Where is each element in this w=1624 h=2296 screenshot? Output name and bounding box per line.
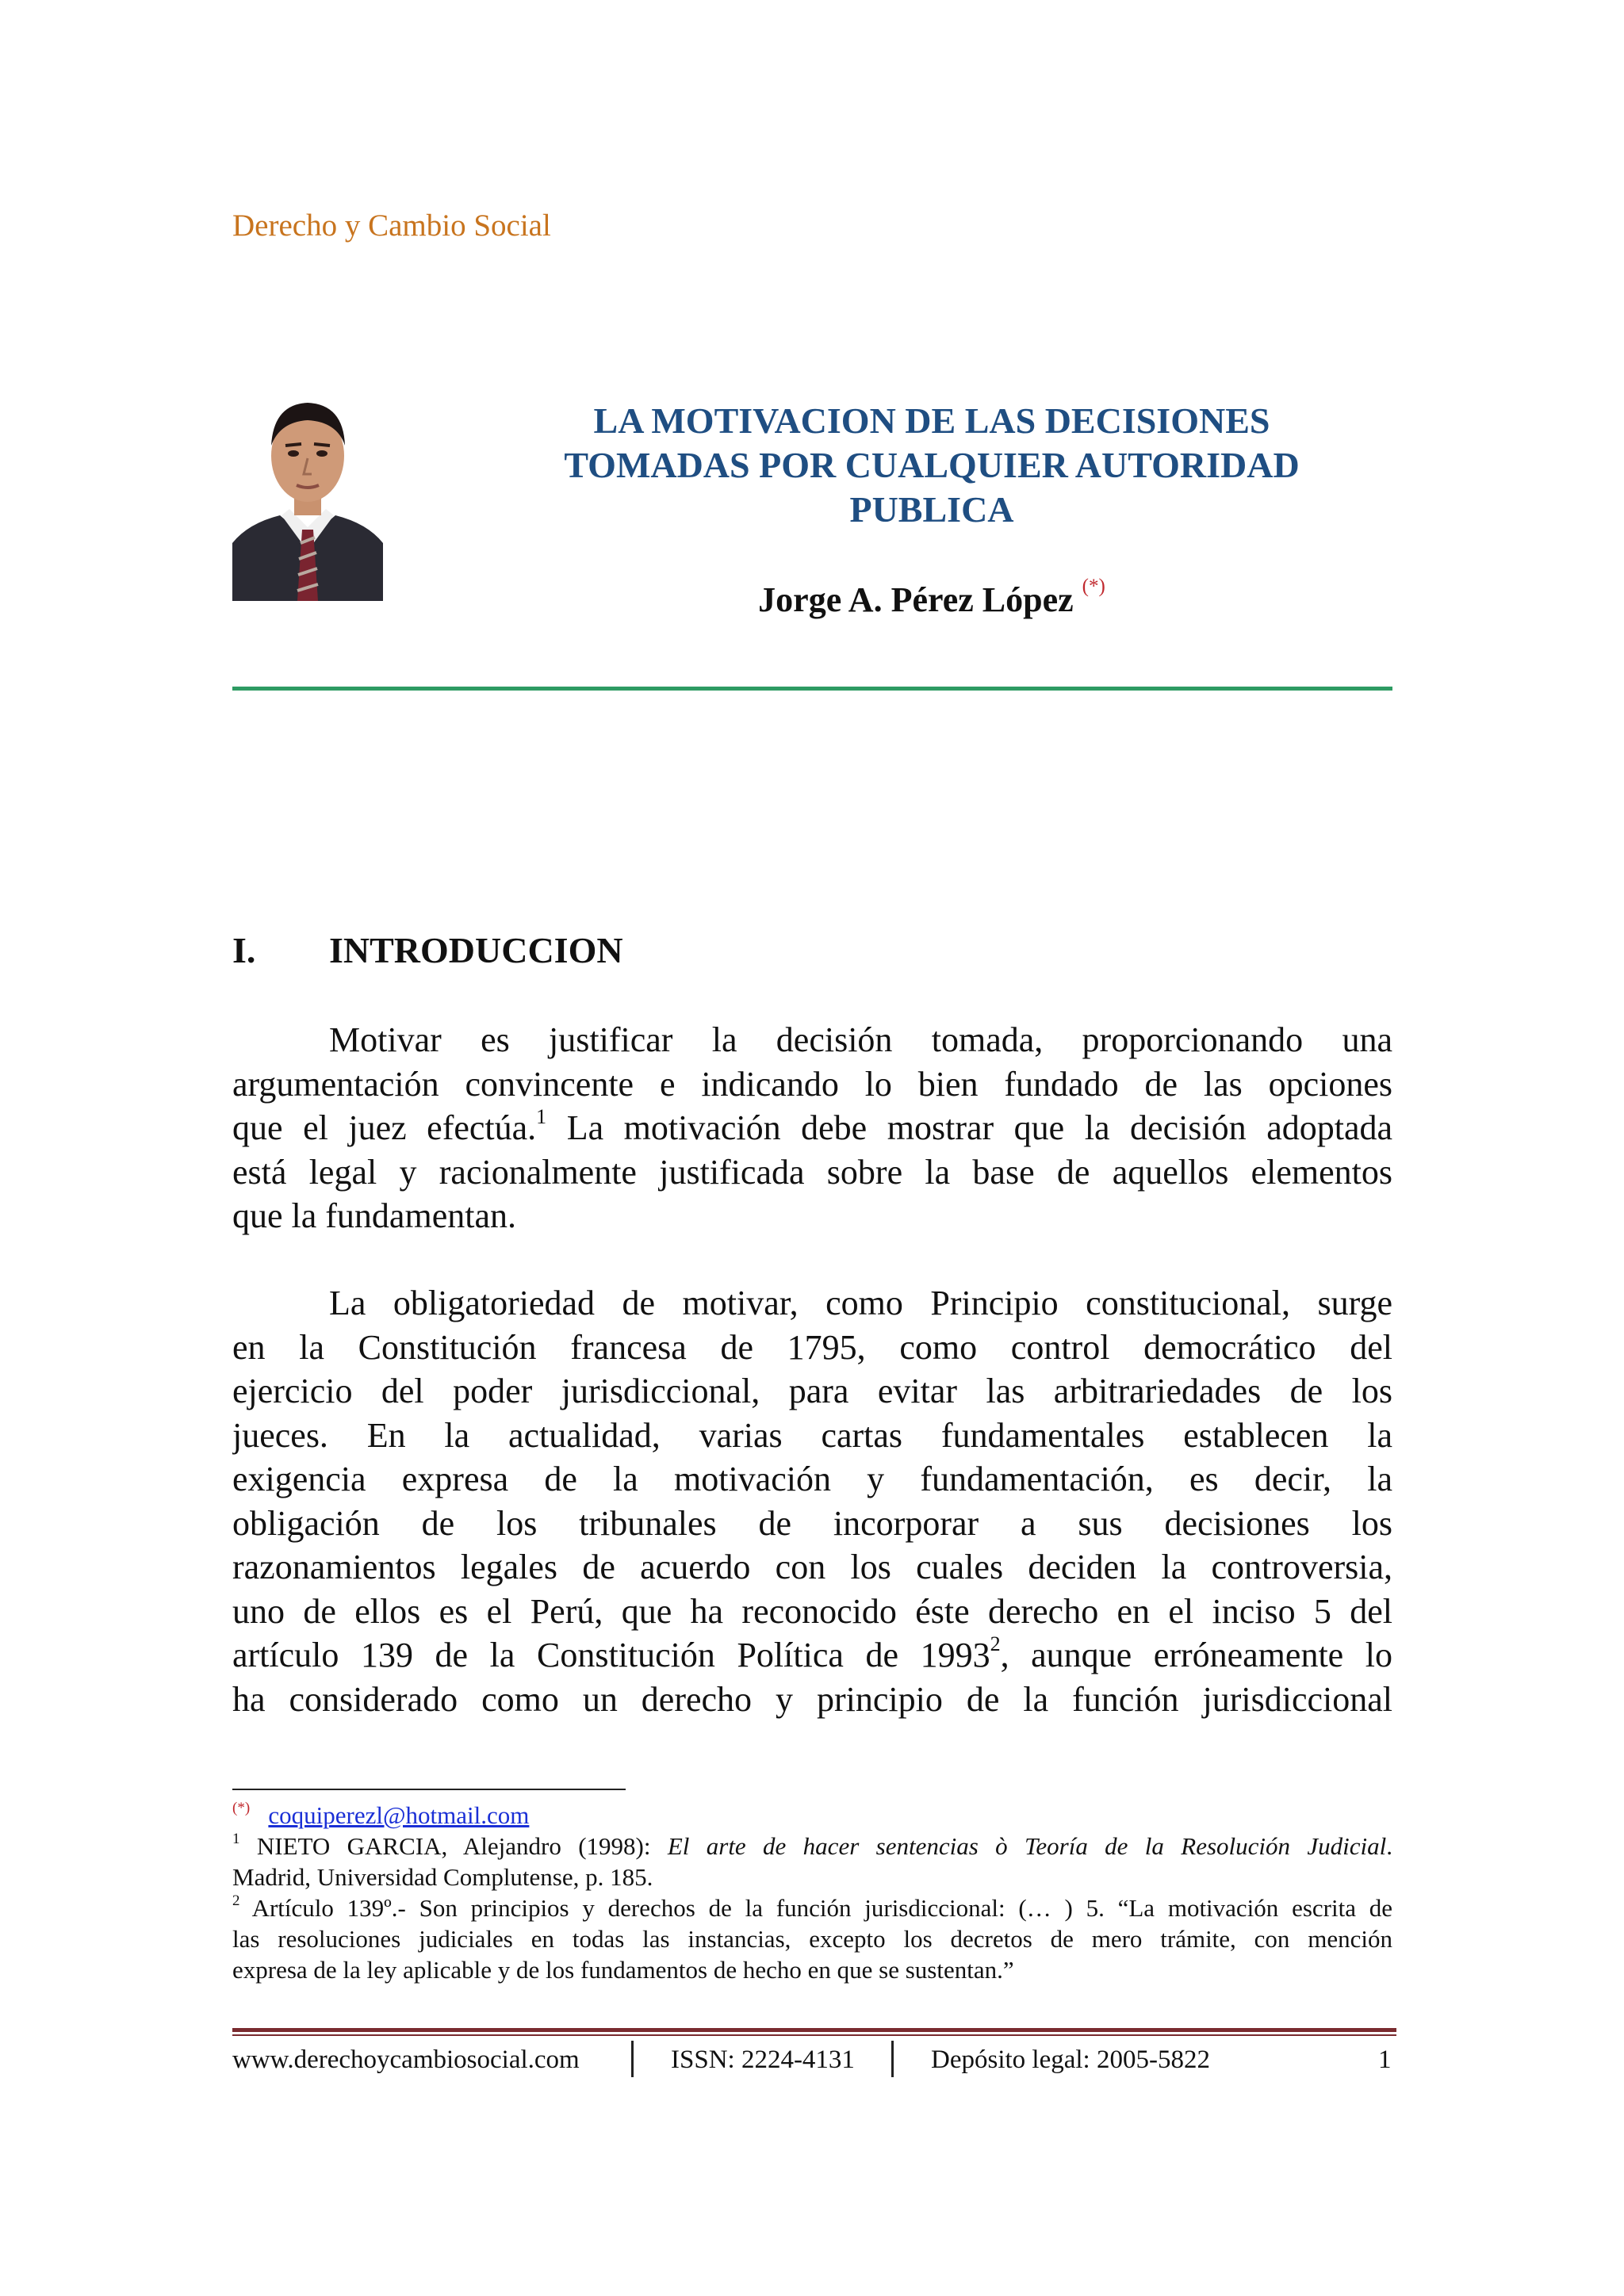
footnote-text: Artículo 139º.- Son principios y derechos de la función jurisdiccional: (… ) 5. “La motivación escrita de xyxy=(251,1894,1392,1922)
footnote-mark: (*) xyxy=(232,1800,251,1816)
text-line xyxy=(232,1106,1392,1150)
page-number: 1 xyxy=(1378,2045,1392,2074)
footer-separator xyxy=(631,2041,634,2077)
section-heading xyxy=(232,929,623,971)
author-email-link[interactable]: coquiperezl@hotmail.com xyxy=(268,1801,530,1829)
text-fragment: , aunque erróneamente lo xyxy=(1000,1636,1392,1674)
paragraph-2 xyxy=(232,1281,1392,1721)
section-title: INTRODUCCION xyxy=(329,930,623,970)
text-line: uno de ellos es el Perú, que ha reconocido éste derecho en el inciso 5 del xyxy=(232,1591,1392,1631)
footnote-text: . xyxy=(1386,1832,1392,1860)
footnote-separator xyxy=(232,1789,626,1790)
text-line: razonamientos legales de acuerdo con los cuales deciden la controversia, xyxy=(232,1548,1392,1586)
author-photo xyxy=(232,381,383,601)
footnotes xyxy=(232,1800,1392,1985)
footnote-ref-1: 1 xyxy=(536,1106,547,1128)
footnote-ref-2: 2 xyxy=(990,1633,1001,1655)
footnote-1-line xyxy=(232,1831,1392,1862)
text-line: ejercicio del poder jurisdiccional, para evitar las arbitrariedades de los xyxy=(232,1372,1392,1410)
text-line: que la fundamentan. xyxy=(232,1196,516,1235)
footer-rule xyxy=(232,2034,1396,2036)
journal-name: Derecho y Cambio Social xyxy=(232,209,551,243)
footer-issn: ISSN: 2224-4131 xyxy=(671,2045,855,2074)
footnote-book-title: El arte de hacer sentencias ò Teoría de la Resolución Judicial xyxy=(667,1832,1387,1860)
text-line: jueces. En la actualidad, varias cartas fundamentales establecen la xyxy=(232,1415,1392,1455)
section-number: I. xyxy=(232,930,256,970)
footnote-2-line xyxy=(232,1892,1392,1923)
text-line: obligación de los tribunales de incorporar a sus decisiones los xyxy=(232,1503,1392,1543)
text-line: está legal y racionalmente justificada sobre la base de aquellos elementos xyxy=(232,1152,1392,1192)
footer-rule xyxy=(232,2028,1396,2032)
text-line: Motivar es justificar la decisión tomada, proporcionando una xyxy=(329,1020,1392,1059)
author-line xyxy=(523,564,1340,622)
text-line: ha considerado como un derecho y principio de la función jurisdiccional xyxy=(232,1679,1392,1719)
text-line xyxy=(232,1633,1392,1678)
author-footnote-mark: (*) xyxy=(1082,576,1105,597)
footnote-2-line: las resoluciones judiciales en todas las instancias, excepto los decretos de mero trámite, con mención xyxy=(232,1925,1392,1953)
footnote-1-line: Madrid, Universidad Complutense, p. 185. xyxy=(232,1863,653,1891)
footnote-author xyxy=(232,1800,1392,1831)
text-fragment: que el juez efectúa. xyxy=(232,1108,537,1147)
text-line: La obligatoriedad de motivar, como Principio constitucional, surge xyxy=(329,1284,1392,1322)
text-line: argumentación convincente e indicando lo bien fundado de las opciones xyxy=(232,1064,1392,1104)
footnote-number: 1 xyxy=(232,1831,240,1847)
footer-separator xyxy=(891,2041,894,2077)
title-line: LA MOTIVACION DE LAS DECISIONES xyxy=(593,400,1270,441)
footer-website[interactable]: www.derechoycambiosocial.com xyxy=(232,2045,580,2074)
title-line: TOMADAS POR CUALQUIER AUTORIDAD xyxy=(564,445,1300,485)
footnote-2-line: expresa de la ley aplicable y de los fundamentos de hecho en que se sustentan.” xyxy=(232,1956,1014,1984)
footnote-number: 2 xyxy=(232,1892,240,1909)
footer-deposito: Depósito legal: 2005-5822 xyxy=(931,2045,1210,2074)
text-line: exigencia expresa de la motivación y fundamentación, es decir, la xyxy=(232,1460,1392,1498)
title-divider xyxy=(232,687,1392,691)
text-fragment: La motivación debe mostrar que la decisión adoptada xyxy=(566,1108,1392,1147)
footnote-text: NIETO GARCIA, Alejandro (1998): xyxy=(256,1832,668,1860)
author-name: Jorge A. Pérez López xyxy=(758,580,1074,619)
paragraph-1 xyxy=(232,1018,1392,1238)
text-line: en la Constitución francesa de 1795, como control democrático del xyxy=(232,1327,1392,1367)
article-title xyxy=(523,399,1340,532)
title-line: PUBLICA xyxy=(849,489,1014,530)
text-fragment: artículo 139 de la Constitución Política de 1993 xyxy=(232,1636,990,1674)
